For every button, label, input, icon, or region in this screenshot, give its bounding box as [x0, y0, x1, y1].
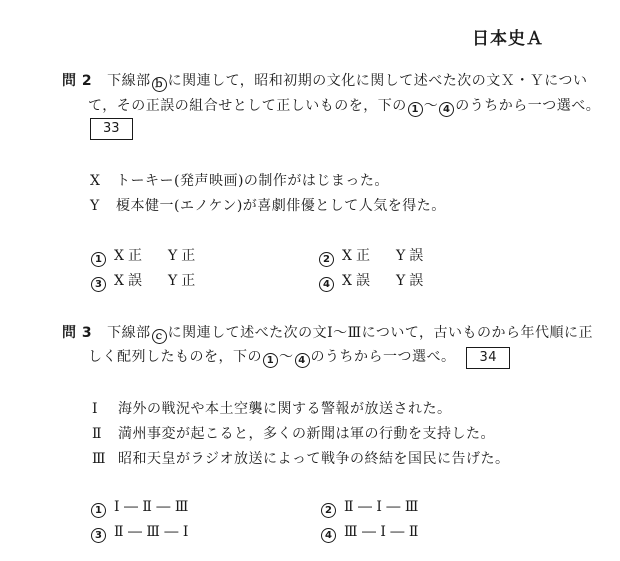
statement-text: 昭和天皇がラジオ放送によって戦争の終結を国民に告げた。	[118, 451, 510, 467]
option-x-value: 正	[127, 248, 142, 264]
q2-option-2[interactable]	[318, 245, 427, 267]
statement-label: Ⅱ	[92, 426, 103, 442]
q3-underline-mark: ｃ	[152, 329, 167, 344]
q2-line2-post: のうちから一つ選べ。	[455, 98, 601, 114]
q3-text-pre: 下線部	[107, 325, 151, 341]
option-number: 3	[91, 277, 106, 292]
q3-prompt-line1	[62, 322, 593, 344]
option-x-label: X	[342, 248, 352, 264]
q3-option-2[interactable]	[320, 499, 418, 518]
q2-range-sep: ～	[423, 98, 439, 114]
q3-line2-post: のうちから一つ選べ。	[310, 349, 456, 365]
q2-number: 問 2	[62, 73, 93, 89]
option-x-value: 誤	[355, 273, 370, 289]
option-x-label: X	[114, 248, 124, 264]
q2-statement-y	[90, 195, 446, 215]
statement-label: X	[90, 173, 101, 189]
option-number: 1	[91, 503, 106, 518]
q3-range-end: 4	[295, 353, 310, 368]
q3-option-4[interactable]	[320, 524, 418, 543]
q3-range-sep: ～	[279, 349, 294, 365]
q2-prompt-line2	[88, 95, 600, 117]
q3-number: 問 3	[62, 325, 93, 341]
q3-option-1[interactable]	[90, 499, 188, 518]
statement-text: 榎本健一(エノケン)が喜劇俳優として人気を得た。	[116, 198, 446, 214]
option-y-value: 誤	[409, 248, 424, 264]
q2-underline-mark: ｂ	[152, 77, 167, 92]
q3-line2-pre: しく配列したものを，下の	[88, 349, 262, 365]
option-number: 4	[319, 277, 334, 292]
q3-range-start: 1	[263, 353, 278, 368]
option-number: 3	[91, 528, 106, 543]
statement-text: 満州事変が起こると，多くの新聞は軍の行動を支持した。	[118, 426, 495, 442]
option-number: 2	[321, 503, 336, 518]
q3-prompt-line2	[88, 346, 510, 369]
option-number: 2	[319, 252, 334, 267]
option-sequence: Ⅲ ― Ⅰ ― Ⅱ	[344, 524, 419, 540]
statement-text: トーキー(発声映画)の制作がはじまった。	[116, 173, 389, 189]
q2-answer-number: 33	[90, 118, 133, 140]
option-y-value: 誤	[409, 273, 424, 289]
option-number: 1	[91, 252, 106, 267]
subject-title: 日本史Ａ	[472, 29, 544, 49]
option-y-value: 正	[181, 273, 196, 289]
option-number: 4	[321, 528, 336, 543]
option-x-value: 正	[355, 248, 370, 264]
option-y-label: Y	[395, 273, 406, 289]
q2-range-start: 1	[408, 102, 423, 117]
statement-label: Ⅰ	[92, 401, 99, 417]
q2-option-4[interactable]	[318, 270, 427, 292]
option-x-value: 誤	[127, 273, 142, 289]
option-sequence: Ⅱ ― Ⅰ ― Ⅲ	[344, 499, 419, 515]
option-y-label: Y	[395, 248, 406, 264]
q2-statement-x	[90, 170, 389, 190]
q2-prompt-line1	[62, 70, 588, 92]
q3-text-post: に関連して述べた次の文Ⅰ～Ⅲについて，古いものから年代順に正	[167, 325, 594, 341]
option-y-label: Y	[167, 273, 178, 289]
q2-text-pre: 下線部	[107, 73, 151, 89]
q2-line2-pre: て，その正誤の組合せとして正しいものを，下の	[88, 98, 407, 114]
option-sequence: Ⅱ ― Ⅲ ― Ⅰ	[114, 524, 189, 540]
q3-option-3[interactable]	[90, 524, 188, 543]
q2-option-1[interactable]	[90, 245, 199, 267]
option-x-label: X	[342, 273, 352, 289]
statement-label: Y	[90, 198, 100, 214]
option-x-label: X	[114, 273, 124, 289]
statement-text: 海外の戦況や本土空襲に関する警報が放送された。	[118, 401, 452, 417]
q2-range-end: 4	[439, 102, 454, 117]
q2-text-post: に関連して，昭和初期の文化に関して述べた次の文Ｘ・Ｙについ	[167, 73, 588, 89]
statement-label: Ⅲ	[92, 451, 107, 467]
q3-statement-3	[92, 448, 510, 468]
option-y-value: 正	[181, 248, 196, 264]
q2-answer-box[interactable]	[90, 117, 133, 140]
q2-option-3[interactable]	[90, 270, 199, 292]
option-sequence: Ⅰ ― Ⅱ ― Ⅲ	[114, 499, 189, 515]
option-y-label: Y	[167, 248, 178, 264]
q3-answer-box[interactable]: 34	[466, 347, 510, 369]
q3-statement-2	[92, 423, 495, 443]
q3-statement-1	[92, 398, 452, 418]
